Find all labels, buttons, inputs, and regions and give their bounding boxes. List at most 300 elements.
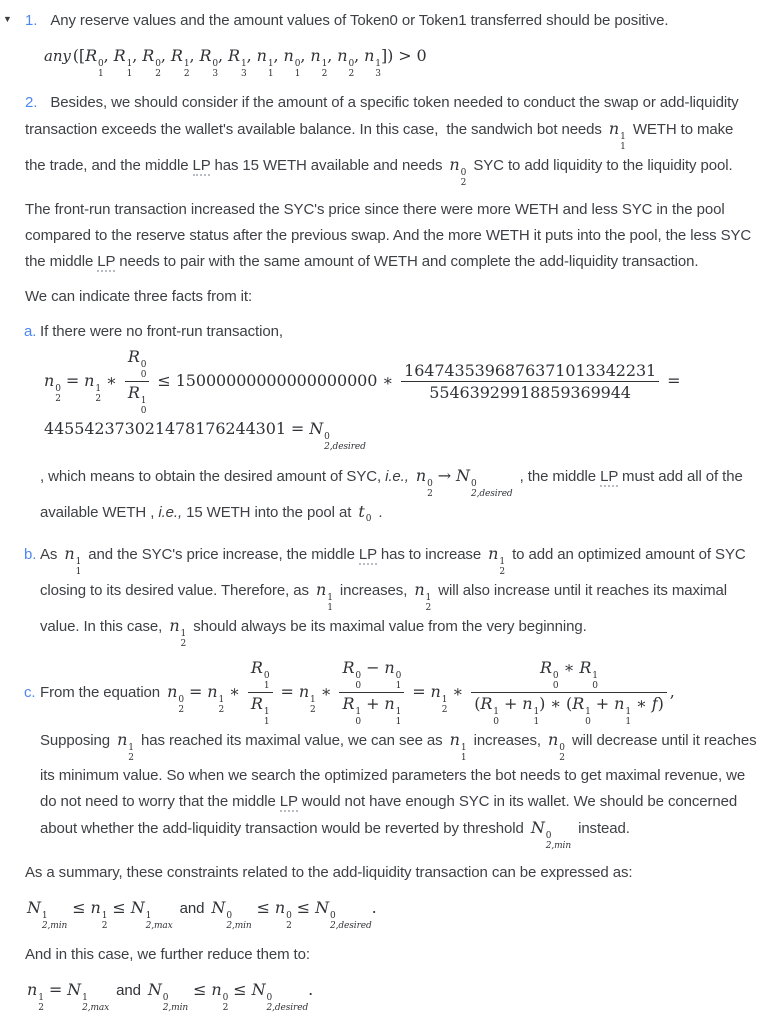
math-var: R 0 0 <box>342 658 362 691</box>
math-var: n 1 1 <box>522 694 540 727</box>
math-formula <box>169 616 187 649</box>
sub-sup-stack <box>55 385 61 404</box>
sub-sup-stack <box>102 912 108 931</box>
math-var: n 0 2 <box>211 980 229 1013</box>
superscript: 1 <box>41 911 48 921</box>
math-block <box>44 347 771 452</box>
subscript: 2,min <box>162 1002 189 1013</box>
sub-sup-stack <box>163 994 188 1013</box>
math-fraction <box>248 658 273 727</box>
superscript: 1 <box>95 384 102 394</box>
math-formula <box>449 730 467 763</box>
paragraph <box>25 284 757 310</box>
text-run: The front-run transaction increased the SYC's price since there were more WETH and less SYC in the pool compared to the reserve status after the previous swap. And the more WETH it puts into the pool, the less SYC the middle <box>25 201 756 270</box>
superscript: 1 <box>620 132 626 142</box>
math-number: 0 <box>416 46 427 65</box>
math-var: n 1 1 <box>64 544 82 577</box>
math-var: R 0 1 <box>85 46 104 79</box>
math-block <box>27 977 771 1013</box>
sub-sup-stack <box>327 594 333 613</box>
superscript: 0 <box>212 59 219 69</box>
math-formula <box>117 730 134 763</box>
math-operator: + <box>503 694 518 713</box>
math-operator: → <box>437 466 452 485</box>
math-var: N 0 2,min <box>530 818 572 851</box>
fraction-numerator <box>248 658 273 693</box>
superscript: 1 <box>101 911 108 921</box>
subscript: 2 <box>348 68 355 79</box>
subscript: 1 <box>263 716 270 727</box>
superscript: 1 <box>425 593 432 603</box>
superscript: 1 <box>441 695 448 705</box>
sub-sup-stack <box>76 558 82 577</box>
sub-sup-stack <box>625 708 631 727</box>
subscript: 2 <box>155 68 161 79</box>
superscript: 0 <box>355 671 362 681</box>
sub-sup-stack <box>355 672 361 691</box>
subscript: 2,min <box>545 840 572 851</box>
superscript: 0 <box>226 911 232 921</box>
math-operator: ≤ <box>256 898 270 917</box>
list-marker: b. <box>24 546 37 563</box>
subscript: 1 <box>267 68 274 79</box>
math-var: N 0 2,min <box>211 898 252 931</box>
sub-sup-stack <box>461 744 467 763</box>
subscript: 2 <box>218 704 225 715</box>
subscript: 1 <box>98 68 104 79</box>
underlined-term: LP <box>600 468 618 485</box>
superscript: 1 <box>218 695 225 705</box>
subscript: 2 <box>427 488 433 499</box>
math-operator: ≤ <box>157 371 171 390</box>
superscript: 0 <box>552 671 559 681</box>
text-run: has to increase <box>376 546 486 563</box>
math-operator: ∗ <box>320 682 332 701</box>
math-var: R 1 0 <box>480 694 499 727</box>
math-formula <box>42 46 427 79</box>
paragraph <box>40 463 757 532</box>
alpha-item-a <box>24 319 757 345</box>
subscript: 3 <box>212 68 219 79</box>
math-var: n 1 1 <box>256 46 274 79</box>
superscript: 1 <box>375 59 381 69</box>
subscript: 2 <box>38 1002 44 1013</box>
subscript: 0 <box>552 680 559 691</box>
math-var: n 1 2 <box>488 544 506 577</box>
math-var: n 1 2 <box>84 371 102 404</box>
subscript: 1 <box>294 68 301 79</box>
superscript: 0 <box>98 59 104 69</box>
superscript: 1 <box>267 59 274 69</box>
sub-sup-stack <box>82 994 109 1013</box>
math-formula <box>315 580 333 613</box>
math-var: n 1 1 <box>315 580 333 613</box>
text-run: will decrease until it reaches its minimum value. So when we search the optimized parameters the bot needs to get maximal revenue, we do not need to worry that the middle <box>40 732 761 810</box>
fraction-denominator <box>125 382 150 416</box>
italic-text: i.e., <box>158 504 183 521</box>
underlined-term: LP <box>97 253 116 270</box>
math-formula <box>27 898 377 931</box>
subscript: 1 <box>395 716 402 727</box>
math-formula <box>530 818 572 851</box>
subscript: 2,desired <box>470 488 513 499</box>
superscript: 0 <box>324 432 330 442</box>
math-formula <box>44 347 685 452</box>
math-punct: ]) <box>380 46 394 65</box>
subscript: 0 <box>585 716 591 727</box>
sub-sup-stack <box>42 912 67 931</box>
subscript: 2 <box>321 68 328 79</box>
text-run: As a summary, these constraints related to the add-liquidity transaction can be expressed as: <box>25 864 633 881</box>
text-run: should always be its maximal value from the very beginning. <box>189 618 587 635</box>
subscript: 3 <box>375 68 381 79</box>
text-run: would not have enough SYC in its wallet. We should be concerned about whether the add-liquidity transaction would be reverted by threshold <box>40 793 742 837</box>
math-var: n 0 2 <box>44 371 61 404</box>
sub-sup-stack <box>426 594 432 613</box>
math-var: n 0 2 <box>449 155 467 188</box>
math-fraction <box>401 361 659 402</box>
subscript: 2,desired <box>330 920 372 931</box>
math-var: n 1 1 <box>384 694 402 727</box>
math-fraction <box>339 658 404 727</box>
math-punct: , <box>354 46 360 65</box>
subscript: 0 <box>355 680 362 691</box>
math-operator: ≤ <box>193 980 207 999</box>
fraction-numerator <box>125 347 150 382</box>
math-fraction <box>125 347 150 416</box>
superscript: 1 <box>180 629 187 639</box>
math-operator: = <box>412 682 426 701</box>
math-var: R 1 0 <box>579 658 598 691</box>
text-run: Besides, we should consider if the amount of a specific token needed to conduct the swap or add-liquidity transaction exceeds the wallet's available balance. In this case, the sandwich bot needs <box>25 94 743 138</box>
text-run: WETH to make the trade, and the middle <box>25 121 738 174</box>
subscript: 0 <box>355 716 362 727</box>
superscript: 1 <box>460 743 467 753</box>
superscript: 1 <box>241 59 247 69</box>
numbered-item-2 <box>25 90 757 188</box>
sub-sup-stack <box>585 708 591 727</box>
math-operator: ≤ <box>112 898 126 917</box>
math-operator: = <box>667 371 681 390</box>
math-var: n 1 1 <box>608 119 626 152</box>
math-var: N 1 2,max <box>130 898 173 931</box>
subscript: 2 <box>222 1002 229 1013</box>
sub-sup-stack <box>266 994 308 1013</box>
superscript: 1 <box>310 695 316 705</box>
text-run: And in this case, we further reduce them to: <box>25 946 310 963</box>
math-var: N 1 2,min <box>27 898 68 931</box>
math-var: n 1 2 <box>207 682 225 715</box>
text-run: 15 WETH into the pool at <box>182 504 356 521</box>
sub-sup-stack <box>95 385 101 404</box>
math-operator: > <box>398 46 412 65</box>
math-punct: , <box>160 46 166 65</box>
text-run: SYC to add liquidity to the liquidity pool. <box>469 157 733 174</box>
superscript: 1 <box>263 707 270 717</box>
math-punct: . <box>308 980 314 999</box>
subscript: 1 <box>533 716 540 727</box>
math-var: n 1 2 <box>169 616 187 649</box>
list-marker: 2. <box>25 94 38 111</box>
sub-sup-stack <box>226 912 251 931</box>
math-operator: ∗ <box>452 682 464 701</box>
math-operator: ∗ <box>106 371 117 390</box>
text-run: We can indicate three facts from it: <box>25 288 253 305</box>
subscript: 2 <box>559 752 565 763</box>
math-var: n 1 2 <box>310 46 328 79</box>
math-var: n 1 2 <box>90 898 108 931</box>
math-formula <box>608 119 626 152</box>
math-var: n 1 2 <box>117 730 134 763</box>
math-var: f <box>651 694 658 713</box>
math-punct: ( <box>566 694 573 713</box>
math-formula <box>449 155 467 188</box>
math-formula <box>415 466 513 499</box>
math-punct: ( <box>474 694 481 713</box>
math-punct: , <box>246 46 252 65</box>
text-run: to add an optimized amount of SYC closing to its desired value. Therefore, as <box>40 546 750 599</box>
superscript: 1 <box>395 707 402 717</box>
subscript: 2 <box>180 638 187 649</box>
superscript: 1 <box>128 743 134 753</box>
sub-sup-stack <box>155 60 161 79</box>
sub-sup-stack <box>553 672 559 691</box>
math-var: N 0 2,desired <box>315 898 372 931</box>
math-number: 1647435396876371013342231 <box>404 360 657 380</box>
italic-text: i.e., <box>385 468 409 485</box>
math-var: N 0 2,min <box>147 980 189 1013</box>
sub-sup-stack <box>141 361 147 380</box>
sub-sup-stack <box>223 994 229 1013</box>
sub-sup-stack <box>141 397 147 416</box>
math-formula <box>488 544 506 577</box>
text-run: has reached its maximal value, we can see as <box>136 732 447 749</box>
math-punct: . <box>371 898 377 917</box>
math-operator: = <box>280 682 294 701</box>
superscript: 0 <box>140 360 147 370</box>
math-number: 55463929918859369944 <box>429 383 631 402</box>
math-var: n 0 2 <box>415 466 433 499</box>
collapse-toggle-icon[interactable]: ▼ <box>3 14 12 24</box>
math-var: N 0 2,desired <box>456 466 513 499</box>
text-run: instead. <box>574 820 630 837</box>
subscript: 3 <box>241 68 247 79</box>
sub-sup-stack <box>499 558 505 577</box>
sub-sup-stack <box>128 744 134 763</box>
math-var: n 0 1 <box>283 46 301 79</box>
math-punct: , <box>327 46 333 65</box>
sub-sup-stack <box>461 169 467 188</box>
math-var: n 0 2 <box>337 46 355 79</box>
math-var: n 1 2 <box>298 682 316 715</box>
sub-sup-stack <box>146 912 173 931</box>
math-var: n 0 1 <box>384 658 402 691</box>
underlined-term: LP <box>358 546 377 563</box>
sub-sup-stack <box>98 60 104 79</box>
subscript: 1 <box>126 68 133 79</box>
sub-sup-stack <box>592 672 598 691</box>
math-block <box>42 43 771 79</box>
math-punct: , <box>189 46 195 65</box>
alpha-item-b <box>24 541 757 649</box>
math-var: $t_0$ <box>358 502 372 524</box>
superscript: 1 <box>592 671 598 681</box>
superscript: 0 <box>395 671 402 681</box>
math-punct: , <box>132 46 138 65</box>
superscript: 1 <box>145 911 152 921</box>
superscript: 1 <box>625 707 631 717</box>
sub-sup-stack <box>286 912 292 931</box>
superscript: 1 <box>327 593 333 603</box>
subscript: 2 <box>183 68 190 79</box>
math-formula <box>167 658 680 727</box>
sub-sup-stack <box>396 708 402 727</box>
superscript: 1 <box>38 993 44 1003</box>
math-var: n 1 2 <box>27 980 44 1013</box>
subscript: 2,min <box>226 920 252 931</box>
subscript: 2,min <box>41 920 68 931</box>
sub-sup-stack <box>264 672 270 691</box>
sub-sup-stack <box>268 60 274 79</box>
paragraph <box>25 197 757 275</box>
math-var: R 0 2 <box>142 46 161 79</box>
text-run: will also increase until it reaches its maximal value. In this case, <box>40 582 732 635</box>
subscript: 2,desired <box>324 441 366 452</box>
math-operator: = <box>65 371 80 390</box>
subscript: 2 <box>95 393 102 404</box>
superscript: 1 <box>183 59 190 69</box>
superscript: 0 <box>55 384 61 394</box>
math-var: R 1 3 <box>228 46 247 79</box>
superscript: 0 <box>559 743 565 753</box>
math-var: R 0 3 <box>199 46 219 79</box>
subscript: 2,max <box>82 1002 110 1013</box>
superscript: 1 <box>585 707 591 717</box>
math-var: n 1 2 <box>414 580 432 613</box>
math-var: n 1 1 <box>614 694 631 727</box>
math-var: R 1 1 <box>250 694 270 727</box>
superscript: 0 <box>348 59 355 69</box>
math-operator: ∗ <box>382 371 394 390</box>
text-run: needs to pair with the same amount of WETH and complete the add-liquidity transaction. <box>115 253 699 270</box>
math-var: R 1 0 <box>572 694 591 727</box>
superscript: 0 <box>266 993 273 1003</box>
sub-sup-stack <box>427 480 433 499</box>
fraction-numerator <box>471 658 667 693</box>
list-marker: c. <box>24 684 36 701</box>
sub-sup-stack <box>38 994 44 1013</box>
subscript: 2 <box>460 177 467 188</box>
superscript: 1 <box>321 59 328 69</box>
sub-sup-stack <box>219 696 225 715</box>
math-number: 15000000000000000000 <box>175 371 378 390</box>
math-formula <box>358 502 372 524</box>
sub-sup-stack <box>396 672 402 691</box>
fraction-denominator <box>471 693 667 727</box>
superscript: 0 <box>427 479 433 489</box>
subscript: 1 <box>460 752 467 763</box>
subscript: 1 <box>620 141 626 152</box>
sub-sup-stack <box>330 912 372 931</box>
math-formula <box>414 580 432 613</box>
paragraph <box>25 942 757 968</box>
fraction-denominator <box>339 693 404 727</box>
superscript: 1 <box>493 707 499 717</box>
math-operator: = <box>48 980 63 999</box>
list-marker: 1. <box>25 12 38 29</box>
superscript: 1 <box>499 557 506 567</box>
math-var: n 0 2 <box>274 898 292 931</box>
sub-sup-stack <box>264 708 270 727</box>
underlined-term: LP <box>279 793 298 810</box>
math-punct: ([ <box>72 46 86 65</box>
math-punct: , <box>218 46 224 65</box>
math-var: N 1 2,max <box>67 980 110 1013</box>
math-punct: ) <box>657 694 664 713</box>
math-formula <box>64 544 82 577</box>
math-operator: ≤ <box>72 898 86 917</box>
superscript: 0 <box>263 671 270 681</box>
fraction-numerator <box>339 658 404 693</box>
math-var: N 0 2,desired <box>251 980 309 1013</box>
math-block <box>27 895 771 931</box>
math-punct: , <box>300 46 306 65</box>
text-run: If there were no front-run transaction, <box>40 323 283 340</box>
math-punct: , <box>103 46 109 65</box>
fraction-denominator <box>248 693 273 727</box>
sub-sup-stack <box>181 630 187 649</box>
sub-sup-stack <box>324 433 366 452</box>
text-run: , the middle <box>515 468 601 485</box>
math-var: n 0 2 <box>548 730 565 763</box>
subscript: 2 <box>101 920 108 931</box>
text-run: must add all of the available WETH , <box>40 468 747 521</box>
math-var: R 0 1 <box>250 658 270 691</box>
subscript: 0 <box>493 716 499 727</box>
math-word: any <box>44 47 71 65</box>
subscript: 2 <box>441 704 448 715</box>
math-var: R 1 0 <box>342 694 362 727</box>
math-operator: + <box>595 694 610 713</box>
math-operator: ∗ <box>229 682 240 701</box>
subscript: 2 <box>499 566 506 577</box>
math-operator: ∗ <box>635 694 647 713</box>
alpha-item-c <box>24 658 761 851</box>
math-punct: ) <box>539 694 546 713</box>
math-word: and <box>179 900 205 917</box>
math-operator: = <box>188 682 203 701</box>
math-number: 445542373021478176244301 <box>44 419 286 438</box>
sub-sup-stack <box>355 708 361 727</box>
subscript: 1 <box>625 716 631 727</box>
math-operator: = <box>290 419 305 438</box>
subscript: 2 <box>178 704 184 715</box>
superscript: 0 <box>470 479 477 489</box>
math-operator: + <box>366 694 380 713</box>
superscript: 1 <box>75 557 82 567</box>
math-operator: ∗ <box>563 658 575 677</box>
subscript: 2 <box>55 393 61 404</box>
subscript: 2 <box>128 752 134 763</box>
text-run: and the SYC's price increase, the middle <box>84 546 359 563</box>
text-run: , which means to obtain the desired amount of SYC, <box>40 468 386 485</box>
math-var: R 0 0 <box>539 658 559 691</box>
subscript: 1 <box>327 602 333 613</box>
math-fraction <box>471 658 667 727</box>
text-run: increases, <box>469 732 546 749</box>
math-var: R 1 2 <box>170 46 190 79</box>
math-var: R 0 0 <box>127 347 147 380</box>
